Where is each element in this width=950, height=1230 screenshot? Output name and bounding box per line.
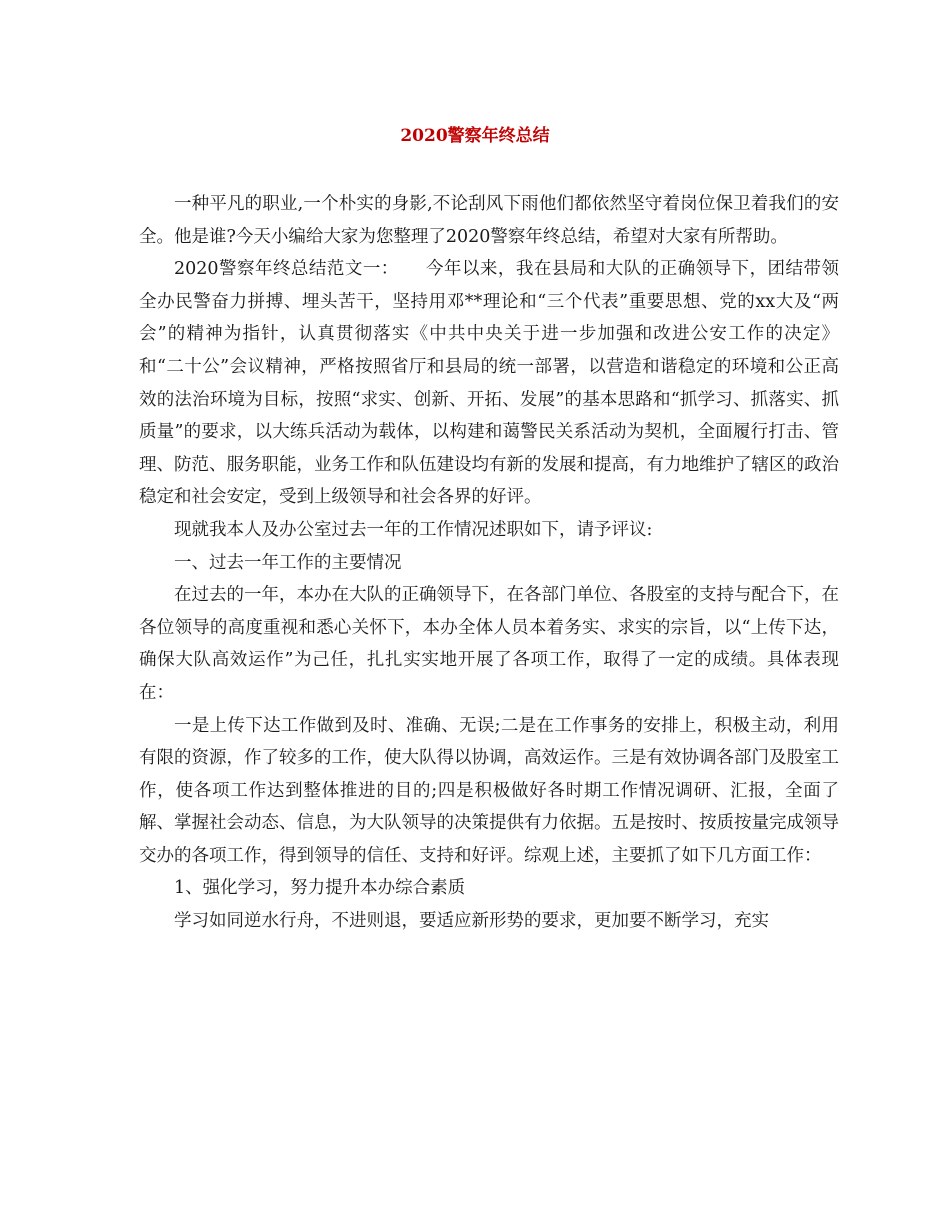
paragraph-report-intro: 现就我本人及办公室过去一年的工作情况述职如下，请予评议: xyxy=(174,519,653,540)
document-body xyxy=(139,188,839,938)
paragraph-past-year: 在过去的一年，本办在大队的正确领导下，在各部门单位、各股室的支持与配合下，在各位领导的高度重视和悉心关怀下，本办全体人员本着务实、求实的宗旨，以“上传下达，确保大队高效运作”为己任，扎扎实实地开展了各项工作，取得了一定的成绩。具体表现在： xyxy=(139,585,839,703)
paragraph-learning: 学习如同逆水行舟，不进则退，要适应新形势的要求，更加要不断学习，充实 xyxy=(174,911,769,932)
paragraph-sample-one: 2020警察年终总结范文一： 今年以来，我在县局和大队的正确领导下，团结带领全办民警奋力拼搏、埋头苦干，坚持用邓**理论和“三个代表”重要思想、党的xx大及“两会”的精神为指针，认真贯彻落实《中共中央关于进一步加强和改进公安工作的决定》和“二十公”会议精神，严格按照省厅和县局的统一部署，以营造和谐稳定的环境和公正高效的法治环境为目标，按照“求实、创新、开拓、发展”的基本思路和“抓学习、抓落实、抓质量”的要求，以大练兵活动为载体，以构建和蔼警民关系活动为契机，全面履行打击、管理、防范、服务职能，业务工作和队伍建设均有新的发展和提高，有力地维护了辖区的政治稳定和社会安定，受到上级领导和社会各界的好评。 xyxy=(139,259,839,508)
section-heading-main-work: 一、过去一年工作的主要情况 xyxy=(174,552,402,573)
paragraph-intro: 一种平凡的职业,一个朴实的身影,不论刮风下雨他们都依然坚守着岗位保卫着我们的安全。他是谁?今天小编给大家为您整理了2020警察年终总结，希望对大家有所帮助。 xyxy=(139,194,839,247)
paragraph-achievements: 一是上传下达工作做到及时、准确、无误;二是在工作事务的安排上，积极主动，利用有限的资源，作了较多的工作，使大队得以协调，高效运作。三是有效协调各部门及股室工作，使各项工作达到整体推进的目的;四是积极做好各时期工作情况调研、汇报，全面了解、掌握社会动态、信息，为大队领导的决策提供有力依据。五是按时、按质按量完成领导交办的各项工作，得到领导的信任、支持和好评。综观上述，主要抓了如下几方面工作： xyxy=(139,715,839,866)
document-title: 2020警察年终总结 xyxy=(400,126,550,146)
subheading-strengthen-learning: 1、强化学习，努力提升本办综合素质 xyxy=(174,878,466,899)
